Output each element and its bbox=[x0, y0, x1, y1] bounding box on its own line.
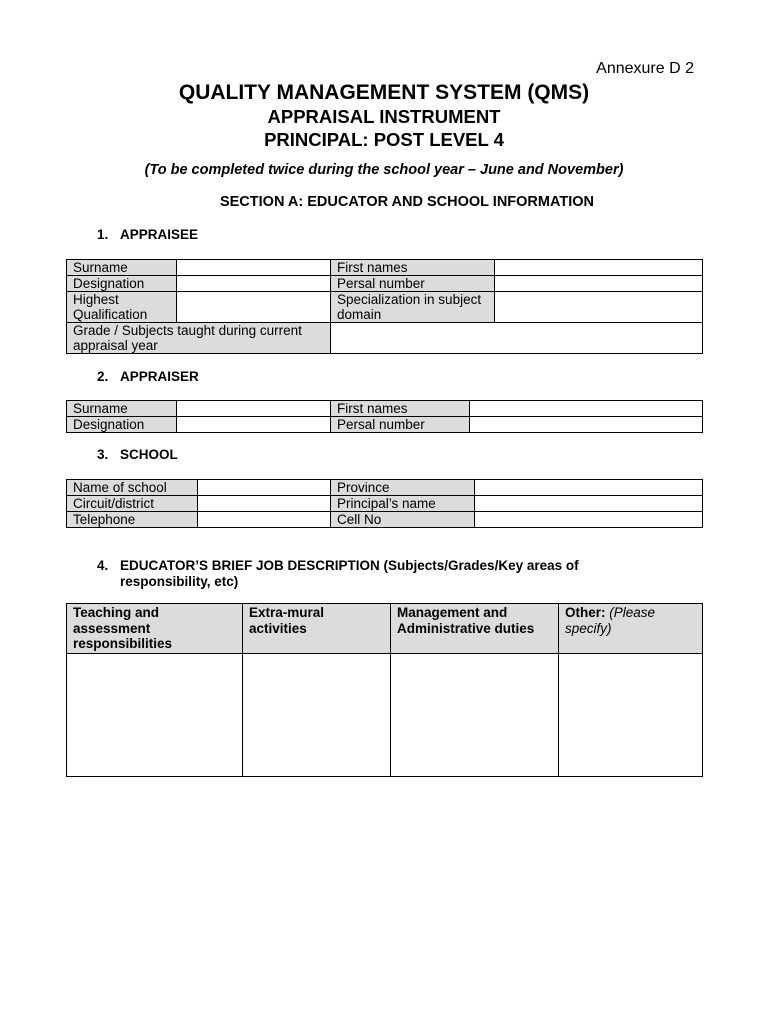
document-subtitle: APPRAISAL INSTRUMENT bbox=[267, 106, 501, 127]
post-level-title: PRINCIPAL: POST LEVEL 4 bbox=[264, 129, 504, 150]
table-row bbox=[67, 512, 703, 528]
job-description-table bbox=[66, 603, 703, 777]
teaching-header: Teaching and assessment responsibilities bbox=[67, 604, 243, 654]
table-row bbox=[67, 292, 703, 323]
teaching-field[interactable] bbox=[67, 654, 243, 777]
table-row bbox=[67, 604, 703, 654]
school-heading-text: SCHOOL bbox=[120, 447, 178, 462]
school-heading bbox=[97, 447, 178, 462]
appraisee-grade-subjects-label: Grade / Subjects taught during current appraisal year bbox=[67, 323, 331, 354]
appraiser-number: 2. bbox=[97, 369, 109, 384]
appraiser-table bbox=[66, 400, 703, 433]
extra-mural-field[interactable] bbox=[243, 654, 391, 777]
appraiser-persal-field[interactable] bbox=[470, 417, 703, 433]
school-number: 3. bbox=[97, 447, 109, 462]
job-description-number-wrap bbox=[97, 558, 120, 573]
appraiser-first-names-label: First names bbox=[331, 401, 470, 417]
appraisee-designation-field[interactable] bbox=[177, 276, 331, 292]
extra-mural-header: Extra-mural activities bbox=[243, 604, 391, 654]
table-row bbox=[67, 654, 703, 777]
management-field[interactable] bbox=[391, 654, 559, 777]
management-header: Management and Administrative duties bbox=[391, 604, 559, 654]
title-block bbox=[0, 80, 768, 152]
appraisee-persal-label: Persal number bbox=[331, 276, 495, 292]
annexure-label: Annexure D 2 bbox=[596, 60, 694, 77]
appraisee-first-names-label: First names bbox=[331, 260, 495, 276]
table-row bbox=[67, 323, 703, 354]
appraisee-table bbox=[66, 259, 703, 354]
other-field[interactable] bbox=[559, 654, 703, 777]
school-principal-field[interactable] bbox=[475, 496, 703, 512]
school-table bbox=[66, 479, 703, 528]
job-description-heading: EDUCATOR’S BRIEF JOB DESCRIPTION (Subjects/Grades/Key areas of responsibility, etc) bbox=[120, 558, 579, 589]
table-row bbox=[67, 417, 703, 433]
appraisee-specialization-label: Specialization in subject domain bbox=[331, 292, 495, 323]
appraisee-qualification-label: Highest Qualification bbox=[67, 292, 177, 323]
school-telephone-label: Telephone bbox=[67, 512, 198, 528]
table-row bbox=[67, 276, 703, 292]
appraisee-specialization-field[interactable] bbox=[495, 292, 703, 323]
appraiser-heading bbox=[97, 369, 199, 384]
appraisee-surname-label: Surname bbox=[67, 260, 177, 276]
school-name-field[interactable] bbox=[198, 480, 331, 496]
appraiser-designation-field[interactable] bbox=[177, 417, 331, 433]
appraiser-surname-label: Surname bbox=[67, 401, 177, 417]
appraiser-persal-label: Persal number bbox=[331, 417, 470, 433]
appraisee-persal-field[interactable] bbox=[495, 276, 703, 292]
appraiser-surname-field[interactable] bbox=[177, 401, 331, 417]
table-row bbox=[67, 496, 703, 512]
school-principal-label: Principal’s name bbox=[331, 496, 475, 512]
table-row bbox=[67, 401, 703, 417]
school-telephone-field[interactable] bbox=[198, 512, 331, 528]
other-header bbox=[559, 604, 703, 654]
other-header-label: Other: bbox=[565, 605, 606, 620]
appraisee-designation-label: Designation bbox=[67, 276, 177, 292]
school-circuit-label: Circuit/district bbox=[67, 496, 198, 512]
appraisee-surname-field[interactable] bbox=[177, 260, 331, 276]
other-header-note: (Please specify) bbox=[565, 605, 656, 636]
table-row bbox=[67, 480, 703, 496]
appraisee-grade-subjects-field[interactable] bbox=[331, 323, 703, 354]
job-description-number: 4. bbox=[97, 558, 109, 573]
appraisee-first-names-field[interactable] bbox=[495, 260, 703, 276]
school-province-field[interactable] bbox=[475, 480, 703, 496]
appraiser-heading-text: APPRAISER bbox=[120, 369, 199, 384]
school-cell-label: Cell No bbox=[331, 512, 475, 528]
section-a-heading: SECTION A: EDUCATOR AND SCHOOL INFORMATION bbox=[219, 194, 595, 210]
appraisee-heading-text: APPRAISEE bbox=[120, 227, 199, 242]
school-province-label: Province bbox=[331, 480, 475, 496]
completion-note: (To be completed twice during the school year – June and November) bbox=[144, 162, 624, 178]
school-circuit-field[interactable] bbox=[198, 496, 331, 512]
appraisee-heading bbox=[97, 227, 198, 242]
table-row bbox=[67, 260, 703, 276]
appraiser-first-names-field[interactable] bbox=[470, 401, 703, 417]
document-title: QUALITY MANAGEMENT SYSTEM (QMS) bbox=[178, 81, 590, 104]
school-cell-field[interactable] bbox=[475, 512, 703, 528]
appraiser-designation-label: Designation bbox=[67, 417, 177, 433]
appraisee-number: 1. bbox=[97, 227, 109, 242]
school-name-label: Name of school bbox=[67, 480, 198, 496]
appraisee-qualification-field[interactable] bbox=[177, 292, 331, 323]
